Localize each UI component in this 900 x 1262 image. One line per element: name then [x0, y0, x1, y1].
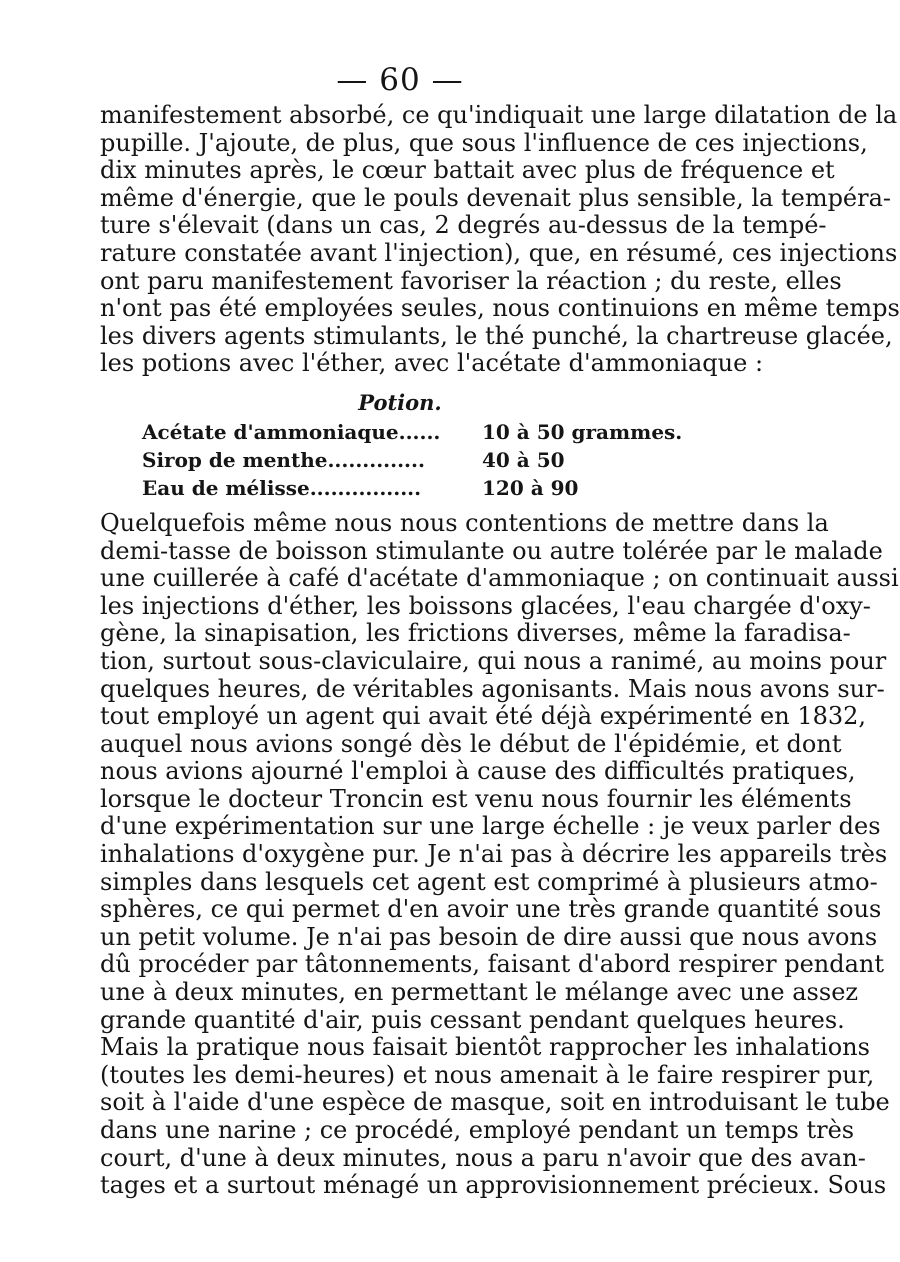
text-line: les potions avec l'éther, avec l'acétate d'ammoniaque : — [100, 349, 764, 378]
text-line: quelques heures, de véritables agonisants. Mais nous avons sur- — [100, 674, 885, 703]
text-line: les divers agents stimulants, le thé punché, la chartreuse glacée, — [100, 321, 893, 350]
text-line: n'ont pas été employées seules, nous continuions en même temps — [100, 294, 900, 323]
text-line: (toutes les demi-heures) et nous amenait à le faire respirer pur, — [100, 1060, 875, 1089]
text-line: pupille. J'ajoute, de plus, que sous l'influence de ces injections, — [100, 128, 868, 157]
paragraph-1 — [100, 101, 900, 378]
ingredient-amount: 120 à 90 — [482, 475, 579, 500]
text-line: d'une expérimentation sur une large échelle : je veux parler des — [100, 812, 881, 841]
text-line: inhalations d'oxygène pur. Je n'ai pas à décrire les appareils très — [100, 840, 888, 869]
recipe-row — [100, 418, 700, 446]
text-line: tout employé un agent qui avait été déjà expérimenté en 1832, — [100, 702, 867, 731]
text-line: Mais la pratique nous faisait bientôt rapprocher les inhalations — [100, 1033, 870, 1062]
text-line: tages et a surtout ménagé un approvisionnement précieux. Sous — [100, 1171, 887, 1200]
text-line: les injections d'éther, les boissons glacées, l'eau chargée d'oxy- — [100, 591, 871, 620]
text-line: tion, surtout sous-claviculaire, qui nous a ranimé, au moins pour — [100, 646, 887, 675]
recipe-row — [100, 446, 700, 474]
text-line: dix minutes après, le cœur battait avec plus de fréquence et — [100, 156, 835, 185]
ingredient-amount: 10 à 50 grammes. — [482, 419, 683, 444]
text-line: manifestement absorbé, ce qu'indiquait une large dilatation de la — [100, 101, 898, 129]
text-line: soit à l'aide d'une espèce de masque, soit en introduisant le tube — [100, 1088, 890, 1117]
ingredient-name: Acétate d'ammoniaque...... — [142, 419, 441, 444]
text-line: auquel nous avions songé dès le début de l'épidémie, et dont — [100, 729, 842, 758]
ingredient-amount: 40 à 50 — [482, 447, 565, 472]
ingredient-name: Eau de mélisse................ — [142, 475, 422, 500]
recipe-ingredients — [100, 418, 700, 502]
text-line: dû procéder par tâtonnements, faisant d'abord respirer pendant — [100, 950, 884, 979]
text-line: une à deux minutes, en permettant le mélange avec une assez — [100, 978, 859, 1007]
page-number: — 60 — — [336, 62, 464, 98]
text-line: ont paru manifestement favoriser la réaction ; du reste, elles — [100, 266, 842, 295]
text-line: nous avions ajourné l'emploi à cause des difficultés pratiques, — [100, 757, 856, 786]
text-line: court, d'une à deux minutes, nous a paru n'avoir que des avan- — [100, 1143, 866, 1172]
text-line: même d'énergie, que le pouls devenait plus sensible, la tempéra- — [100, 183, 892, 212]
text-line: simples dans lesquels cet agent est comprimé à plusieurs atmo- — [100, 867, 878, 896]
text-line: un petit volume. Je n'ai pas besoin de dire aussi que nous avons — [100, 922, 878, 951]
book-page — [100, 60, 900, 1200]
text-line: Quelquefois même nous nous contentions de mettre dans la — [100, 508, 829, 537]
text-line: ture s'élevait (dans un cas, 2 degrés au-dessus de la tempé- — [100, 211, 827, 240]
text-line: sphères, ce qui permet d'en avoir une très grande quantité sous — [100, 895, 882, 924]
paragraph-2 — [100, 508, 899, 1200]
text-line: dans une narine ; ce procédé, employé pendant un temps très — [100, 1116, 855, 1144]
text-line: gène, la sinapisation, les frictions diverses, même la faradisa- — [100, 619, 851, 648]
ingredient-name: Sirop de menthe.............. — [142, 447, 425, 472]
text-line: lorsque le docteur Troncin est venu nous fournir les éléments — [100, 784, 852, 813]
text-line: demi-tasse de boisson stimulante ou autre tolérée par le malade — [100, 536, 883, 565]
text-line: une cuillerée à café d'acétate d'ammoniaque ; on continuait aussi — [100, 564, 899, 593]
recipe-title: Potion. — [358, 389, 442, 415]
text-line: grande quantité d'air, puis cessant pendant quelques heures. — [100, 1005, 845, 1034]
text-line: rature constatée avant l'injection), que, en résumé, ces injections — [100, 238, 898, 267]
recipe-row — [100, 474, 700, 502]
